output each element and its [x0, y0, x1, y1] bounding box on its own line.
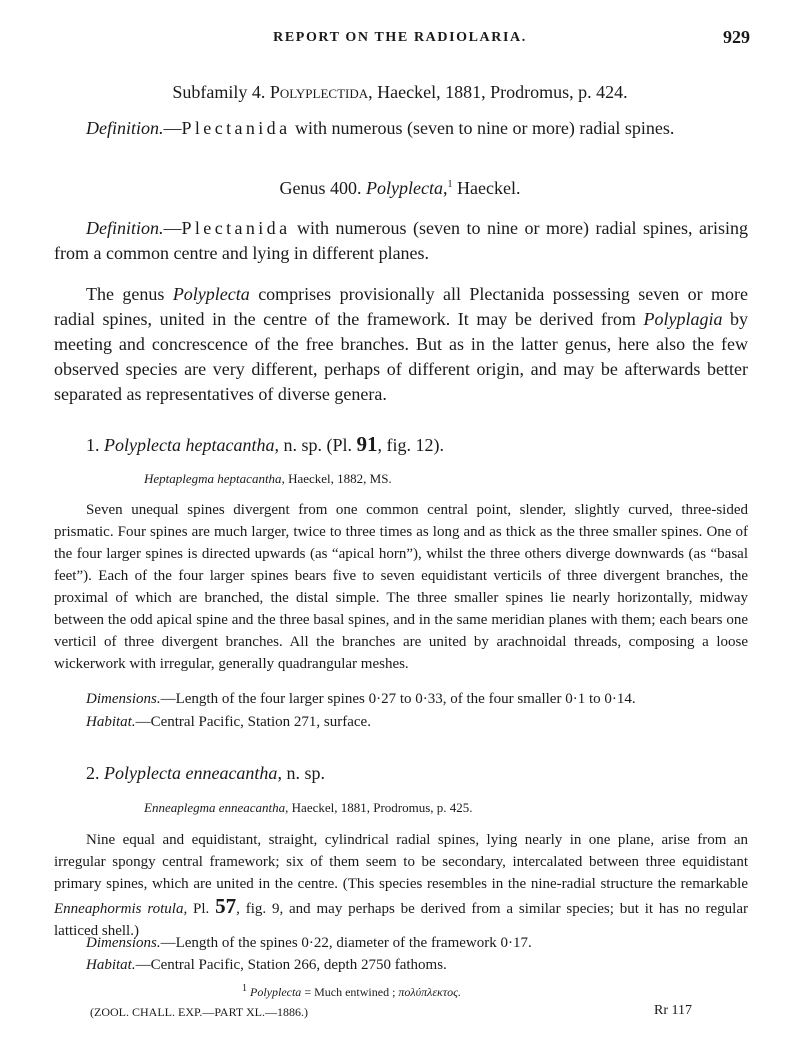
subfamily-definition: [86, 118, 748, 139]
synonym-ref: , Haeckel, 1881, Prodromus, p. 425.: [285, 800, 473, 815]
footnote-term: Polyplecta: [250, 985, 302, 999]
synonym-name: Heptaplegma heptacantha: [144, 471, 282, 486]
paragraph-text: by meeting and concrescence of the free branches. But as in the latter genus, here also the few observed species are very different, perhaps of different origin, and may be afterwards better separated as representatives of diverse genera.: [54, 309, 748, 404]
paragraph-text: The genus: [86, 284, 173, 304]
definition-dash: —: [163, 118, 182, 138]
genus-heading: Genus 400. Polyplecta,$^1$ Haeckel.: [279, 178, 521, 198]
description-text: , Pl.: [183, 901, 216, 917]
species-name: Polyplecta heptacantha: [104, 435, 275, 455]
synonym-name: Enneaplegma enneacantha: [144, 800, 286, 815]
footnote-text: = Much entwined ;: [301, 985, 399, 999]
species-synonym: [144, 471, 392, 487]
subfamily-name: Polyplectida: [269, 82, 369, 102]
species-dimensions: [86, 935, 760, 952]
paragraph-italic: Polyplagia: [643, 309, 723, 329]
genus-author: Haeckel.: [452, 178, 521, 198]
species-habitat: [86, 714, 760, 731]
genus-prefix: Genus 400.: [279, 178, 362, 198]
species-number: 1.: [86, 435, 100, 455]
definition-text: with numerous (seven to nine or more) radial spines, arising from a common centre and lying in different planes.: [54, 218, 748, 263]
paragraph-text: comprises provisionally all Plectanida possessing seven or more radial spines, united in the centre of the framework. It may be derived from: [54, 284, 748, 329]
species-title: [86, 432, 760, 457]
description-text: , fig. 9, and may perhaps be derived from a similar species; but it has no regular latticed shell.): [54, 901, 748, 939]
habitat-text: —Central Pacific, Station 266, depth 2750 fathoms.: [135, 957, 447, 973]
subfamily-prefix: Subfamily 4.: [172, 82, 266, 102]
footnote-greek: πολύπλεκτος.: [398, 985, 461, 999]
dimensions-label: Dimensions.: [86, 691, 161, 707]
page-header: [50, 27, 750, 54]
footnote-marker: 1: [447, 179, 453, 190]
figure-ref: , fig. 12).: [377, 435, 444, 455]
dimensions-label: Dimensions.: [86, 935, 161, 951]
paragraph-italic: Polyplecta: [172, 284, 250, 304]
definition-label: Definition.: [86, 218, 164, 238]
dimensions-text: —Length of the spines 0·22, diameter of the framework 0·17.: [160, 935, 532, 951]
page-number: 929: [723, 27, 750, 47]
habitat-label: Habitat.: [86, 957, 136, 973]
footnote-marker: 1: [242, 983, 247, 994]
plate-number: 91: [356, 432, 378, 456]
species-description: [54, 829, 748, 942]
running-title: REPORT ON THE RADIOLARIA.: [273, 30, 527, 45]
genus-paragraph: [54, 282, 748, 407]
dimensions-text: —Length of the four larger spines 0·27 to 0·33, of the four smaller 0·1 to 0·14.: [160, 691, 636, 707]
subfamily-citation: , Haeckel, 1881, Prodromus, p. 424.: [368, 82, 628, 102]
habitat-label: Habitat.: [86, 714, 136, 730]
habitat-text: —Central Pacific, Station 271, surface.: [135, 714, 371, 730]
imprint: (ZOOL. CHALL. EXP.—PART XL.—1886.): [90, 1005, 308, 1019]
species-number: 2.: [86, 763, 100, 783]
species-synonym: [144, 800, 473, 816]
species-name: Polyplecta enneacantha: [104, 763, 278, 783]
species-title: [86, 763, 760, 784]
definition-term: Plectanida: [181, 118, 291, 138]
definition-dash: —: [163, 218, 182, 238]
subfamily-heading: [50, 82, 750, 103]
species-description: Seven unequal spines divergent from one common central point, slender, slightly curved, three-sided prismatic. Four spines are much larger, twice to three times as long and as thick as the three smaller spines. One of the four larger spines is directed upwards (as “apical horn”), whilst the three others diverge downwards (as “basal feet”). Each of the four larger spines bears five to seven equidistant verticils of three divergent branches, the proximal of which are branched, the distal simple. The three smaller spines lie nearly horizontally, midway between the odd apical spine and the three basal spines, and in the same meridian planes with them; each bears one verticil of three divergent branches. All the branches are united by arachnoidal threads, composing a loose wickerwork with irregular, generally quadrangular meshes.: [54, 502, 748, 672]
species-status: , n. sp. (Pl.: [274, 435, 357, 455]
description-text: Nine equal and equidistant, straight, cylindrical radial spines, lying nearly in one plane, arise from an irregular spongy central framework; six of them seem to be secondary, intercalated between three equidistant primary spines, which are united in the centre. (This species resembles in the nine-radial structure the remarkable: [54, 832, 748, 892]
species-dimensions: [86, 691, 760, 708]
genus-definition: [54, 216, 748, 266]
definition-term: Plectanida: [181, 218, 291, 238]
species-habitat: [86, 957, 760, 974]
species-status: , n. sp.: [277, 763, 325, 783]
definition-label: Definition.: [86, 118, 164, 138]
synonym-ref: , Haeckel, 1882, MS.: [281, 471, 392, 486]
signature-mark: Rr 117: [654, 1003, 692, 1018]
plate-number: 57: [215, 894, 237, 918]
description-italic: Enneaphormis rotula: [54, 901, 184, 917]
genus-name: Polyplecta: [366, 178, 443, 198]
footnote: [242, 985, 461, 1000]
definition-text: with numerous (seven to nine or more) radial spines.: [290, 118, 675, 138]
